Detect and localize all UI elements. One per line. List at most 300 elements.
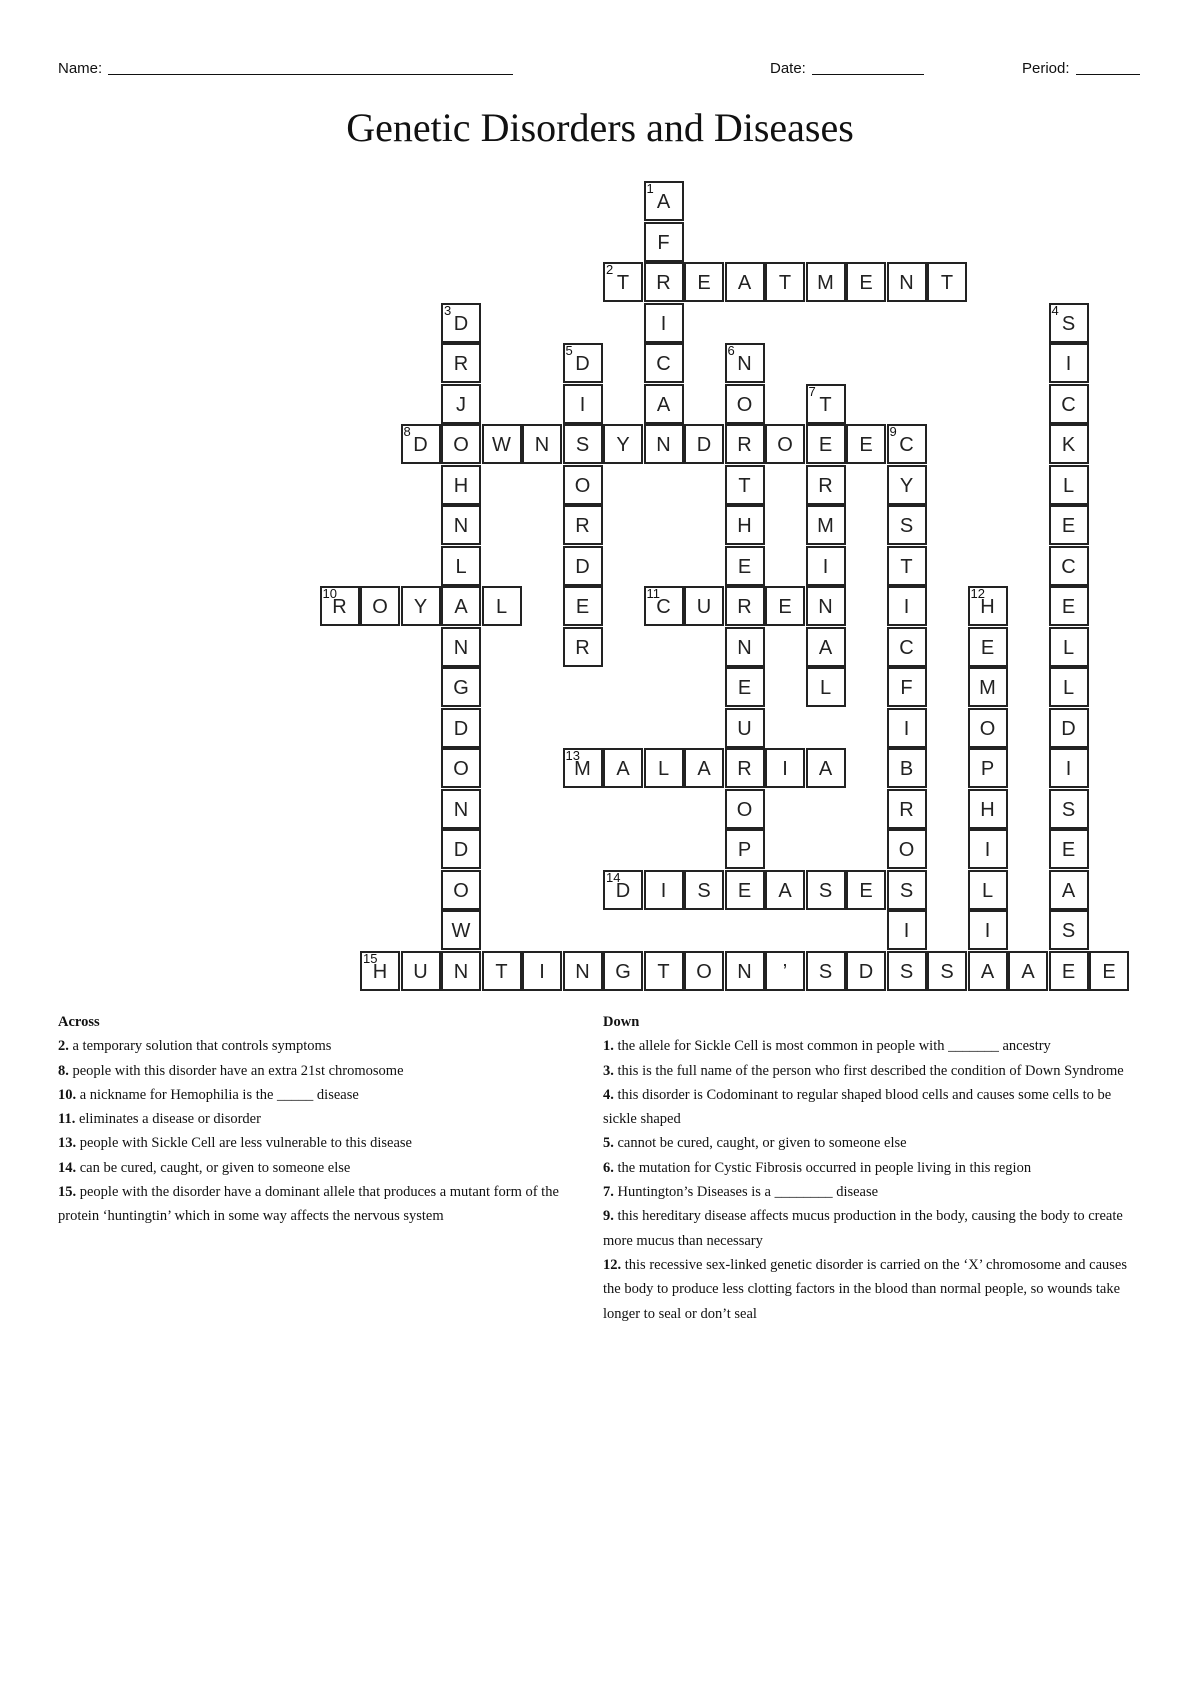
grid-cell[interactable] [441, 708, 481, 748]
grid-cell[interactable] [846, 870, 886, 910]
cell-letter: T [495, 960, 508, 983]
grid-cell[interactable] [968, 870, 1008, 910]
cell-letter: A [980, 960, 995, 983]
grid-cell[interactable] [482, 951, 522, 991]
cell-letter: M [979, 677, 996, 699]
grid-cell[interactable] [603, 262, 643, 302]
cell-letter: A [778, 879, 792, 902]
cell-letter: D [1061, 717, 1076, 740]
across-clues [58, 1010, 603, 1229]
cell-letter: T [900, 555, 913, 578]
clue-item-text: this is the full name of the person who first described the condition of Down Syndrome [613, 1062, 1124, 1079]
grid-cell[interactable] [806, 667, 846, 707]
grid-cell[interactable] [644, 181, 684, 221]
grid-cell[interactable] [441, 505, 481, 545]
grid-cell[interactable] [644, 222, 684, 262]
grid-cell[interactable] [644, 951, 684, 991]
grid-cell[interactable] [441, 748, 481, 788]
grid-cell[interactable] [725, 708, 765, 748]
grid-cell[interactable] [1049, 667, 1089, 707]
clue-item-text: can be cured, caught, or given to someone else [76, 1159, 351, 1176]
cell-letter: U [696, 596, 712, 618]
grid-cell[interactable] [887, 870, 927, 910]
cell-letter: O [736, 798, 753, 821]
cell-letter: C [1061, 555, 1076, 578]
cell-letter: H [980, 798, 995, 821]
grid-cell[interactable] [1049, 343, 1089, 383]
grid-cell[interactable] [968, 627, 1008, 667]
clue-number: 13 [565, 748, 580, 763]
grid-cell[interactable] [644, 384, 684, 424]
cell-letter: R [575, 515, 590, 537]
grid-cell[interactable] [887, 951, 927, 991]
clue-item [603, 1204, 1148, 1253]
cell-letter: R [737, 434, 752, 456]
grid-cell[interactable] [968, 829, 1008, 869]
clue-item [603, 1083, 1148, 1132]
grid-cell[interactable] [806, 951, 846, 991]
cell-letter: S [1061, 312, 1076, 335]
name-label: Name: [58, 60, 103, 77]
cell-letter: N [453, 636, 469, 659]
clue-item-text: eliminates a disease or disorder [75, 1111, 261, 1128]
clue-item-text: people with the disorder have a dominant allele that produces a mutant form of the protein ‘huntingtin’ which in some way affects the nervous system [58, 1184, 559, 1225]
grid-cell[interactable] [644, 343, 684, 383]
cell-letter: D [858, 960, 874, 983]
grid-cell[interactable] [887, 586, 927, 626]
cell-letter: S [899, 515, 914, 537]
cell-letter: S [899, 960, 914, 983]
grid-cell[interactable] [644, 424, 684, 464]
grid-cell[interactable] [887, 424, 927, 464]
cell-letter: N [453, 960, 469, 983]
grid-cell[interactable] [725, 262, 765, 302]
grid-cell[interactable] [1089, 951, 1129, 991]
grid-cell[interactable] [1049, 424, 1089, 464]
grid-cell[interactable] [846, 424, 886, 464]
cell-letter: T [657, 960, 670, 983]
cell-letter: H [737, 515, 752, 537]
cell-letter: C [1061, 393, 1076, 416]
cell-letter: O [574, 474, 591, 497]
grid-cell[interactable] [563, 505, 603, 545]
cell-letter: I [539, 960, 545, 983]
grid-cell[interactable] [927, 951, 967, 991]
grid-cell[interactable] [603, 951, 643, 991]
clue-number: 2 [606, 262, 614, 277]
grid-cell[interactable] [441, 667, 481, 707]
clue-number: 7 [808, 383, 816, 399]
grid-cell[interactable] [441, 870, 481, 910]
cell-letter: E [818, 434, 833, 456]
clue-item [603, 1034, 1148, 1058]
grid-cell[interactable] [1049, 870, 1089, 910]
cell-letter: L [819, 677, 832, 699]
grid-cell[interactable] [968, 789, 1008, 829]
grid-cell[interactable] [725, 951, 765, 991]
clue-item [603, 1059, 1148, 1083]
grid-cell[interactable] [927, 262, 967, 302]
grid-cell[interactable] [1049, 384, 1089, 424]
clue-item-number: 13. [58, 1135, 77, 1152]
grid-cell[interactable] [1049, 708, 1089, 748]
grid-cell[interactable] [1049, 303, 1089, 343]
grid-cell[interactable] [806, 424, 846, 464]
grid-cell[interactable] [603, 748, 643, 788]
cell-letter: E [859, 272, 873, 294]
grid-cell[interactable] [806, 627, 846, 667]
grid-cell[interactable] [887, 829, 927, 869]
grid-cell[interactable] [765, 870, 805, 910]
grid-cell[interactable] [441, 384, 481, 424]
grid-cell[interactable] [846, 262, 886, 302]
grid-cell[interactable] [1049, 627, 1089, 667]
cell-letter: F [657, 231, 670, 254]
cell-letter: G [615, 960, 631, 983]
cell-letter: R [899, 798, 914, 821]
cell-letter: S [697, 879, 711, 902]
cell-letter: N [656, 434, 671, 456]
grid-cell[interactable] [887, 627, 927, 667]
cell-letter: N [575, 960, 590, 983]
grid-cell[interactable] [563, 384, 603, 424]
cell-letter: H [980, 596, 995, 618]
grid-cell[interactable] [806, 546, 846, 586]
grid-cell[interactable] [441, 627, 481, 667]
cell-letter: E [1061, 515, 1076, 537]
grid-cell[interactable] [522, 424, 562, 464]
grid-cell[interactable] [1049, 951, 1089, 991]
grid-cell[interactable] [401, 586, 441, 626]
cell-letter: E [737, 677, 752, 699]
grid-cell[interactable] [1049, 789, 1089, 829]
cell-letter: I [903, 717, 910, 740]
cell-letter: M [817, 515, 834, 537]
clue-item-text: the allele for Sickle Cell is most common in people with _______ ancestry [613, 1038, 1051, 1055]
grid-cell[interactable] [968, 951, 1008, 991]
cell-letter: O [372, 596, 388, 618]
grid-cell[interactable] [765, 951, 805, 991]
grid-cell[interactable] [968, 586, 1008, 626]
cell-letter: R [656, 272, 671, 294]
cell-letter: D [575, 353, 590, 375]
clue-number: 15 [363, 950, 378, 966]
grid-cell[interactable] [1049, 586, 1089, 626]
date-label: Date: [770, 60, 806, 77]
cell-letter: I [1065, 758, 1072, 780]
cell-letter: P [980, 758, 995, 780]
grid-cell[interactable] [968, 708, 1008, 748]
grid-cell[interactable] [806, 465, 846, 505]
cell-letter: A [697, 758, 711, 780]
cell-letter: D [615, 879, 631, 902]
grid-cell[interactable] [887, 505, 927, 545]
cell-letter: R [453, 353, 469, 375]
cell-letter: O [979, 717, 996, 740]
cell-letter: D [453, 839, 469, 861]
cell-letter: O [696, 960, 712, 983]
grid-cell[interactable] [482, 586, 522, 626]
cell-letter: G [453, 677, 469, 699]
clue-item-number: 7. [603, 1184, 614, 1201]
grid-cell[interactable] [644, 586, 684, 626]
clue-item [603, 1156, 1148, 1180]
grid-cell[interactable] [725, 627, 765, 667]
grid-cell[interactable] [522, 951, 562, 991]
grid-cell[interactable] [887, 708, 927, 748]
grid-cell[interactable] [887, 748, 927, 788]
cell-letter: I [903, 596, 910, 618]
cell-letter: E [697, 272, 711, 294]
cell-letter: N [737, 636, 752, 659]
cell-letter: L [1062, 474, 1075, 497]
cell-letter: S [1061, 798, 1076, 821]
clue-number: 4 [1051, 302, 1059, 318]
grid-cell[interactable] [441, 951, 481, 991]
cell-letter: E [737, 555, 752, 578]
cell-letter: H [372, 960, 388, 983]
grid-cell[interactable] [563, 343, 603, 383]
grid-cell[interactable] [482, 424, 522, 464]
grid-cell[interactable] [441, 546, 481, 586]
grid-cell[interactable] [441, 465, 481, 505]
grid-cell[interactable] [765, 424, 805, 464]
grid-cell[interactable] [725, 667, 765, 707]
grid-cell[interactable] [968, 667, 1008, 707]
down-list [603, 1034, 1148, 1326]
clue-item-number: 11. [58, 1111, 76, 1128]
grid-cell[interactable] [563, 546, 603, 586]
grid-cell[interactable] [1049, 748, 1089, 788]
cell-letter: A [818, 758, 833, 780]
grid-cell[interactable] [725, 870, 765, 910]
grid-cell[interactable] [441, 829, 481, 869]
grid-cell[interactable] [765, 748, 805, 788]
cell-letter: N [453, 515, 469, 537]
grid-cell[interactable] [725, 829, 765, 869]
grid-cell[interactable] [1049, 465, 1089, 505]
grid-cell[interactable] [725, 748, 765, 788]
clue-item-number: 8. [58, 1062, 69, 1079]
clue-item-number: 2. [58, 1038, 69, 1055]
cell-letter: N [818, 596, 833, 618]
grid-cell[interactable] [441, 424, 481, 464]
clue-item-number: 5. [603, 1135, 614, 1152]
grid-cell[interactable] [360, 586, 400, 626]
grid-cell[interactable] [725, 384, 765, 424]
clue-item-text: this recessive sex-linked genetic disorder is carried on the ‘X’ chromosome and causes the body to produce less clotting factors in the blood than normal people, so wounds take longer to seal or don’t seal [603, 1256, 1127, 1322]
grid-cell[interactable] [603, 424, 643, 464]
cell-letter: S [1061, 920, 1076, 942]
grid-cell[interactable] [725, 789, 765, 829]
grid-cell[interactable] [765, 262, 805, 302]
grid-cell[interactable] [887, 910, 927, 950]
grid-cell[interactable] [725, 424, 765, 464]
grid-cell[interactable] [1049, 505, 1089, 545]
cell-letter: R [575, 636, 590, 659]
clue-item [603, 1180, 1148, 1204]
clue-item-number: 12. [603, 1256, 622, 1273]
grid-cell[interactable] [563, 951, 603, 991]
grid-cell[interactable] [603, 870, 643, 910]
grid-cell[interactable] [401, 424, 441, 464]
grid-cell[interactable] [1049, 910, 1089, 950]
cell-letter: F [900, 677, 913, 699]
clue-item-text: people with Sickle Cell are less vulnerable to this disease [76, 1135, 412, 1152]
grid-cell[interactable] [887, 465, 927, 505]
grid-cell[interactable] [1049, 546, 1089, 586]
cell-letter: R [818, 474, 833, 497]
clue-item-text: cannot be cured, caught, or given to someone else [613, 1135, 907, 1152]
cell-letter: S [940, 960, 954, 983]
cell-letter: C [899, 434, 914, 456]
grid-cell[interactable] [887, 546, 927, 586]
cell-letter: W [492, 434, 511, 456]
grid-cell[interactable] [320, 586, 360, 626]
grid-cell[interactable] [806, 384, 846, 424]
clue-number: 3 [444, 302, 452, 318]
cell-letter: L [1062, 677, 1075, 699]
cell-letter: Y [413, 596, 428, 618]
cell-letter: N [534, 434, 550, 456]
grid-cell[interactable] [725, 505, 765, 545]
cell-letter: B [899, 758, 914, 780]
grid-cell[interactable] [684, 262, 724, 302]
grid-cell[interactable] [644, 303, 684, 343]
cell-letter: R [737, 596, 752, 618]
cell-letter: S [575, 434, 590, 456]
grid-cell[interactable] [441, 303, 481, 343]
clue-item-text: the mutation for Cystic Fibrosis occurred in people living in this region [613, 1159, 1032, 1176]
grid-cell[interactable] [1008, 951, 1048, 991]
cell-letter: K [1061, 434, 1076, 456]
clue-item-number: 1. [603, 1038, 614, 1055]
grid-cell[interactable] [684, 748, 724, 788]
clue-item-number: 3. [603, 1062, 614, 1079]
clue-number: 14 [606, 869, 621, 885]
cell-letter: T [819, 393, 832, 416]
grid-cell[interactable] [725, 343, 765, 383]
cell-letter: D [696, 434, 712, 456]
cell-letter: C [899, 636, 914, 659]
clue-item-number: 4. [603, 1086, 614, 1103]
cell-letter: A [616, 758, 630, 780]
grid-cell[interactable] [765, 586, 805, 626]
grid-cell[interactable] [401, 951, 441, 991]
grid-cell[interactable] [968, 748, 1008, 788]
cell-letter: A [656, 191, 671, 213]
grid-cell[interactable] [725, 546, 765, 586]
cell-letter: L [981, 879, 994, 902]
cell-letter: E [737, 879, 752, 902]
grid-cell[interactable] [563, 465, 603, 505]
grid-cell[interactable] [1049, 829, 1089, 869]
grid-cell[interactable] [725, 465, 765, 505]
clue-number: 5 [565, 343, 573, 358]
period-label: Period: [1022, 60, 1070, 77]
cell-letter: T [940, 272, 954, 294]
grid-cell[interactable] [806, 262, 846, 302]
grid-cell[interactable] [441, 910, 481, 950]
grid-cell[interactable] [806, 748, 846, 788]
cell-letter: I [903, 920, 910, 942]
cell-letter: O [453, 434, 469, 456]
grid-cell[interactable] [563, 627, 603, 667]
cell-letter: O [453, 758, 469, 780]
cell-letter: D [453, 717, 469, 740]
grid-cell[interactable] [644, 748, 684, 788]
grid-cell[interactable] [441, 586, 481, 626]
grid-cell[interactable] [887, 667, 927, 707]
clue-item [58, 1083, 603, 1107]
grid-cell[interactable] [441, 343, 481, 383]
cell-letter: J [456, 393, 466, 416]
grid-cell[interactable] [968, 910, 1008, 950]
grid-cell[interactable] [563, 748, 603, 788]
grid-cell[interactable] [563, 424, 603, 464]
grid-cell[interactable] [563, 586, 603, 626]
clue-item-text: this hereditary disease affects mucus production in the body, causing the body to create more mucus than necessary [603, 1208, 1123, 1249]
cell-letter: M [574, 758, 591, 780]
clue-item-text: people with this disorder have an extra 21st chromosome [68, 1062, 404, 1079]
across-list [58, 1034, 603, 1228]
cell-letter: I [822, 555, 829, 578]
cell-letter: I [579, 393, 586, 416]
cell-letter: L [657, 758, 670, 780]
clue-item-number: 9. [603, 1208, 614, 1225]
grid-cell[interactable] [360, 951, 400, 991]
grid-cell[interactable] [887, 262, 927, 302]
cell-letter: L [495, 596, 508, 618]
grid-cell[interactable] [846, 951, 886, 991]
grid-cell[interactable] [684, 951, 724, 991]
cell-letter: O [453, 879, 469, 902]
cell-letter: W [451, 920, 471, 942]
grid-cell[interactable] [644, 262, 684, 302]
grid-cell[interactable] [684, 870, 724, 910]
grid-cell[interactable] [684, 424, 724, 464]
grid-cell[interactable] [684, 586, 724, 626]
grid-cell[interactable] [441, 789, 481, 829]
cell-letter: I [660, 312, 667, 335]
cell-letter: E [1061, 960, 1076, 983]
cell-letter: Y [899, 474, 914, 497]
grid-cell[interactable] [806, 870, 846, 910]
clue-item-text: a nickname for Hemophilia is the _____ disease [76, 1086, 359, 1103]
cell-letter: I [782, 758, 788, 780]
clue-item-number: 14. [58, 1159, 77, 1176]
cell-letter: U [413, 960, 428, 983]
clue-item [58, 1156, 603, 1180]
clue-item-number: 15. [58, 1184, 77, 1201]
grid-cell[interactable] [806, 505, 846, 545]
grid-cell[interactable] [806, 586, 846, 626]
down-clues [603, 1010, 1148, 1326]
cell-letter: E [1061, 596, 1076, 618]
cell-letter: E [778, 596, 792, 618]
clue-item [603, 1253, 1148, 1326]
cell-letter: E [1102, 960, 1116, 983]
grid-cell[interactable] [725, 586, 765, 626]
clue-number: 11 [646, 586, 660, 601]
clue-item [58, 1131, 603, 1155]
cell-letter: ’ [782, 960, 788, 983]
cell-letter: L [1062, 636, 1075, 659]
cell-letter: P [737, 839, 752, 861]
cell-letter: R [737, 758, 752, 780]
grid-cell[interactable] [887, 789, 927, 829]
grid-cell[interactable] [644, 870, 684, 910]
